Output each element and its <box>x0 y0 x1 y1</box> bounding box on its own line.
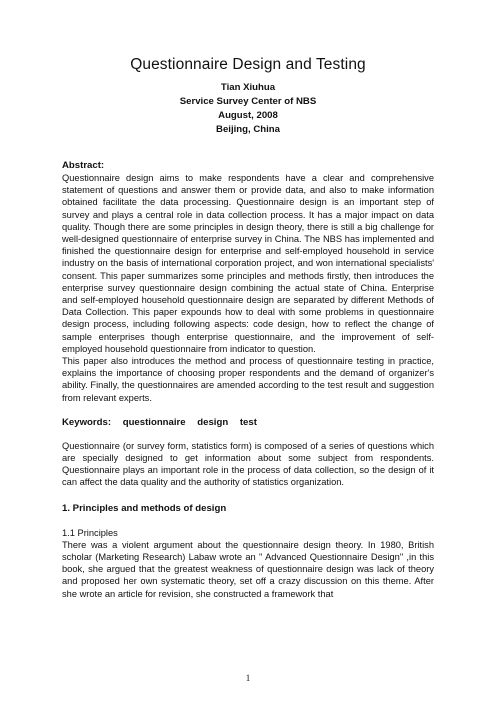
abstract-heading: Abstract: <box>62 160 105 171</box>
author-affiliation: Service Survey Center of NBS <box>179 96 317 107</box>
author-name: Tian Xiuhua <box>220 82 276 93</box>
document-page <box>62 56 434 600</box>
keywords-line: Keywords: questionnaire design test <box>62 416 257 428</box>
page-number: 1 <box>245 673 251 683</box>
section-heading: 1. Principles and methods of design <box>62 502 227 514</box>
intro-paragraph: Questionnaire (or survey form, statistics form) is composed of a series of questions which are specially designed to get information about some subject from respondents. Questionnaire plays an important role in the process of data collection, so the design of it can affect the data quality and the authority of statistics organization. <box>62 440 434 488</box>
subsection-heading: 1.1 Principles <box>62 527 118 538</box>
abstract-paragraph-2: This paper also introduces the method and process of questionnaire testing in practice, explains the importance of choosing proper respondents and the demand of organizer's ability. Finally, the questionnaires are amended according to the test result and suggestion from relevant experts. <box>62 356 434 403</box>
abstract-paragraph-1: Questionnaire design aims to make respondents have a clear and comprehensive statement of questions and answer them or provide data, and also to make information obtained facilitate the data processing. Questionnaire design is an important step of survey and plays a central role in data collection process. It has a major impact on data quality. Though there are some principles in design theory, there is still a big challenge for well-designed questionnaire of enterprise survey in China. The NBS has implemented and finished the questionnaire design for enterprise and self-employed household in service industry on the basis of international corporation project, and won international specialists' consent. This paper summarizes some principles and methods firstly, then introduces the enterprise survey questionnaire design combining the actual state of China. Enterprise and self-employed household questionnaire design are separated by different Methods of Data Collection. This paper expounds how to deal with some problems in questionnaire design process, including following aspects: code design, how to reflect the change of sample enterprises though enterprise questionnaire, and the improvement of self-employed household questionnaire from indicator to question. <box>62 173 434 354</box>
principles-paragraph: There was a violent argument about the questionnaire design theory. In 1980, British scholar (Marketing Research) Labaw wrote an " Advanced Questionnaire Design" ,in this book, she argued that the greatest weakness of questionnaire design was lack of theory and proposed her own systematic theory, set off a crazy discussion on this theme. After she wrote an article for revision, she constructed a framework that <box>62 539 434 599</box>
paper-title: Questionnaire Design and Testing <box>130 56 366 73</box>
paper-date: August, 2008 <box>218 110 278 121</box>
paper-location: Beijing, China <box>216 124 280 135</box>
